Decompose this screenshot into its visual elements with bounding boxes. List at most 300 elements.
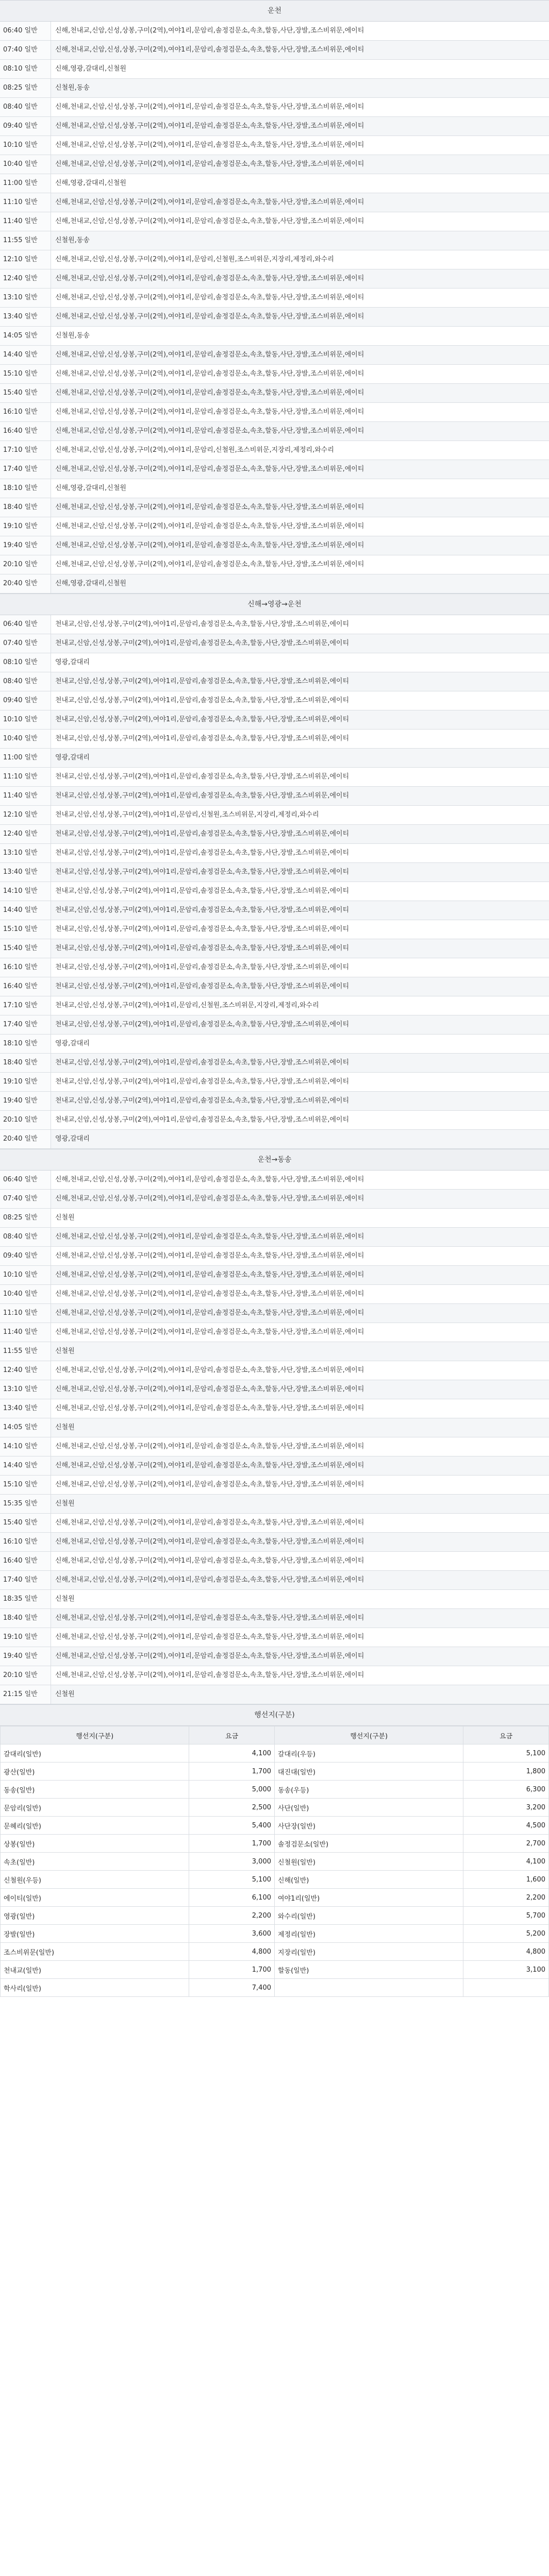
route-stops: 신해,천내교,신암,신성,상봉,구미(2역),여야1리,문암리,솔정검문소,속초,할동,사단,장발,조스비위문,에이티 (55, 1404, 364, 1412)
schedule-row (0, 574, 549, 594)
schedule-row (0, 1628, 549, 1647)
route-stops: 신해,천내교,신암,신성,상봉,구미(2역),여야1리,문암리,솔정검문소,속초,할동,사단,장발,조스비위문,에이티 (51, 1647, 549, 1666)
schedule-row (0, 1111, 549, 1130)
departure-time: 07:40 일반 (0, 41, 51, 59)
fare-destination: 영광(일반) (1, 1907, 189, 1925)
departure-time: 17:40 일반 (0, 1015, 51, 1034)
fare-destination: 사단(일반) (274, 1799, 463, 1817)
schedule-row (0, 1092, 549, 1111)
route-stops: 신해,천내교,신암,신성,상봉,구미(2역),여야1리,문암리,솔정검문소,속초,할동,사단,장발,조스비위문,에이티 (55, 1481, 364, 1488)
fare-amount: 2,200 (463, 1889, 549, 1907)
fare-destination: 학사리(일반) (1, 1979, 189, 1997)
fare-row (1, 1762, 549, 1781)
schedule-row (0, 825, 549, 844)
schedule-row (0, 787, 549, 806)
route-stops: 신철원 (51, 1495, 549, 1513)
departure-time: 13:40 일반 (0, 1399, 51, 1418)
fare-amount: 4,100 (189, 1744, 275, 1762)
fare-destination: 대진대(일반) (274, 1762, 463, 1781)
route-stops: 영광,갈대리 (55, 658, 90, 666)
schedule-row (0, 1323, 549, 1342)
departure-time: 08:10 일반 (0, 653, 51, 672)
route-stops: 신해,천내교,신암,신성,상봉,구미(2역),여야1리,문암리,솔정검문소,속초,할동,사단,장발,조스비위문,에이티 (51, 155, 549, 174)
fare-amount: 1,600 (463, 1871, 549, 1889)
route-stops: 천내교,신암,신성,상봉,구미(2역),여야1리,문암리,솔정검문소,속초,할동,사단,장발,조스비위문,에이티 (51, 1054, 549, 1072)
departure-time: 18:10 일반 (0, 479, 51, 498)
fare-row (1, 1835, 549, 1853)
route-stops: 천내교,신암,신성,상봉,구미(2역),여야1리,문암리,솔정검문소,속초,할동,사단,장발,조스비위문,에이티 (51, 825, 549, 843)
fare-destination: 할동(일반) (274, 1961, 463, 1979)
fare-destination: 천내교(일반) (1, 1961, 189, 1979)
schedule-row (0, 882, 549, 901)
departure-time: 16:10 일반 (0, 958, 51, 977)
fare-destination: 지장리(일반) (274, 1943, 463, 1961)
departure-time: 17:10 일반 (0, 996, 51, 1015)
schedule-row (0, 901, 549, 920)
departure-time: 10:40 일반 (0, 730, 51, 748)
departure-time: 16:40 일반 (0, 1552, 51, 1570)
departure-time: 19:40 일반 (0, 1092, 51, 1110)
schedule-row (0, 441, 549, 460)
departure-time: 08:25 일반 (0, 79, 51, 97)
fare-amount: 6,300 (463, 1781, 549, 1799)
departure-time: 06:40 일반 (0, 22, 51, 40)
departure-time: 10:40 일반 (0, 155, 51, 174)
schedule-row (0, 1228, 549, 1247)
departure-time: 11:55 일반 (0, 1342, 51, 1361)
route-stops: 천내교,신암,신성,상봉,구미(2역),여야1리,문암리,솔정검문소,속초,할동,사단,장발,조스비위문,에이티 (51, 672, 549, 691)
departure-time: 19:40 일반 (0, 1647, 51, 1666)
departure-time: 07:40 일반 (0, 1190, 51, 1208)
departure-time: 19:40 일반 (0, 536, 51, 555)
schedule-row (0, 1533, 549, 1552)
section-title: 운천 (0, 0, 549, 22)
fare-amount: 5,000 (189, 1781, 275, 1799)
departure-time: 11:10 일반 (0, 768, 51, 786)
fare-destination: 조스비위문(일반) (1, 1943, 189, 1961)
schedule-row (0, 1247, 549, 1266)
fare-destination: 신해(일반) (274, 1871, 463, 1889)
departure-time: 20:40 일반 (0, 1130, 51, 1148)
route-stops: 천내교,신암,신성,상봉,구미(2역),여야1리,문암리,솔정검문소,속초,할동,사단,장발,조스비위문,에이티 (51, 1092, 549, 1110)
departure-time: 19:10 일반 (0, 517, 51, 536)
schedule-row (0, 1054, 549, 1073)
departure-time: 15:40 일반 (0, 939, 51, 958)
fare-destination: 와수리(일반) (274, 1907, 463, 1925)
departure-time: 14:40 일반 (0, 1456, 51, 1475)
route-stops: 천내교,신암,신성,상봉,구미(2역),여야1리,문암리,솔정검문소,속초,할동,사단,장발,조스비위문,에이티 (55, 735, 350, 742)
route-stops: 신해,천내교,신암,신성,상봉,구미(2역),여야1리,문암리,솔정검문소,속초,할동,사단,장발,조스비위문,에이티 (55, 1633, 364, 1641)
fare-destination: 문암리(일반) (1, 1799, 189, 1817)
route-stops: 신해,천내교,신암,신성,상봉,구미(2역),여야1리,문암리,솔정검문소,속초,할동,사단,장발,조스비위문,에이티 (55, 141, 364, 149)
route-stops: 천내교,신암,신성,상봉,구미(2역),여야1리,문암리,솔정검문소,속초,할동,사단,장발,조스비위문,에이티 (51, 1015, 549, 1034)
departure-time: 08:40 일반 (0, 98, 51, 116)
schedule-row (0, 977, 549, 996)
departure-time: 12:40 일반 (0, 269, 51, 288)
route-stops: 신해,천내교,신암,신성,상봉,구미(2역),여야1리,문암리,솔정검문소,속초,할동,사단,장발,조스비위문,에이티 (51, 1190, 549, 1208)
departure-time: 20:10 일반 (0, 1666, 51, 1685)
route-stops: 신철원 (51, 1342, 549, 1361)
fare-amount: 4,800 (463, 1943, 549, 1961)
fare-row (1, 1817, 549, 1835)
schedule-row (0, 1399, 549, 1418)
schedule-row (0, 634, 549, 653)
schedule-row (0, 1342, 549, 1361)
departure-time: 13:10 일반 (0, 1380, 51, 1399)
fare-destination: 상봉(일반) (1, 1835, 189, 1853)
departure-time: 20:10 일반 (0, 555, 51, 574)
route-stops: 천내교,신암,신성,상봉,구미(2역),여야1리,문암리,솔정검문소,속초,할동,사단,장발,조스비위문,에이티 (51, 634, 549, 653)
route-stops: 신해,천내교,신암,신성,상봉,구미(2역),여야1리,문암리,솔정검문소,속초,할동,사단,장발,조스비위문,에이티 (51, 1609, 549, 1628)
schedule-row (0, 517, 549, 536)
schedule-row (0, 749, 549, 768)
departure-time: 17:40 일반 (0, 1571, 51, 1589)
fare-row (1, 1781, 549, 1799)
departure-time: 16:10 일반 (0, 1533, 51, 1551)
fare-row (1, 1889, 549, 1907)
route-stops: 신철원,동송 (51, 231, 549, 250)
fare-destination: 문혜리(일반) (1, 1817, 189, 1835)
fare-amount: 3,200 (463, 1799, 549, 1817)
route-stops: 신철원,동송 (51, 79, 549, 97)
route-stops: 영광,갈대리 (51, 1130, 549, 1148)
route-stops: 천내교,신암,신성,상봉,구미(2역),여야1리,문암리,신철원,조스비위문,지장리,제정리,와수리 (55, 1002, 319, 1009)
schedule-row (0, 672, 549, 691)
departure-time: 11:40 일반 (0, 212, 51, 231)
fare-header-cell: 행선지(구분) (274, 1726, 463, 1744)
route-stops: 천내교,신암,신성,상봉,구미(2역),여야1리,문암리,솔정검문소,속초,할동,사단,장발,조스비위문,에이티 (55, 887, 350, 895)
route-stops: 신철원 (51, 1418, 549, 1437)
schedule-row (0, 231, 549, 250)
fare-row (1, 1853, 549, 1871)
departure-time: 11:00 일반 (0, 749, 51, 767)
schedule-row (0, 22, 549, 41)
schedule-row (0, 422, 549, 441)
schedule-row (0, 920, 549, 939)
route-stops: 신해,천내교,신암,신성,상봉,구미(2역),여야1리,문암리,솔정검문소,속초,할동,사단,장발,조스비위문,에이티 (51, 422, 549, 440)
fare-amount: 1,700 (189, 1835, 275, 1853)
departure-time: 18:35 일반 (0, 1590, 51, 1608)
fare-header-row (1, 1726, 549, 1744)
route-stops: 신해,천내교,신암,신성,상봉,구미(2역),여야1리,문암리,솔정검문소,속초,할동,사단,장발,조스비위문,에이티 (51, 1533, 549, 1551)
route-stops: 신해,천내교,신암,신성,상봉,구미(2역),여야1리,문암리,솔정검문소,속초,할동,사단,장발,조스비위문,에이티 (55, 1366, 364, 1374)
route-stops: 천내교,신암,신성,상봉,구미(2역),여야1리,문암리,솔정검문소,속초,할동,사단,장발,조스비위문,에이티 (55, 697, 350, 704)
schedule-row (0, 479, 549, 498)
departure-time: 18:40 일반 (0, 498, 51, 517)
departure-time: 14:05 일반 (0, 1418, 51, 1437)
route-stops: 천내교,신암,신성,상봉,구미(2역),여야1리,문암리,솔정검문소,속초,할동,사단,장발,조스비위문,에이티 (51, 977, 549, 996)
departure-time: 17:40 일반 (0, 460, 51, 479)
fare-amount: 7,400 (189, 1979, 275, 1997)
schedule-row (0, 498, 549, 517)
route-stops: 신해,천내교,신암,신성,상봉,구미(2역),여야1리,문암리,솔정검문소,속초,할동,사단,장발,조스비위문,에이티 (51, 384, 549, 402)
route-stops: 신해,천내교,신암,신성,상봉,구미(2역),여야1리,문암리,솔정검문소,속초,할동,사단,장발,조스비위문,에이티 (55, 561, 364, 568)
fare-row (1, 1943, 549, 1961)
route-stops: 신해,천내교,신암,신성,상봉,구미(2역),여야1리,문암리,솔정검문소,속초,할동,사단,장발,조스비위문,에이티 (51, 460, 549, 479)
departure-time: 12:40 일반 (0, 1361, 51, 1380)
route-stops: 신해,천내교,신암,신성,상봉,구미(2역),여야1리,문암리,솔정검문소,속초,할동,사단,장발,조스비위문,에이티 (51, 346, 549, 364)
route-stops: 신해,영광,갈대리,신철원 (55, 484, 126, 492)
schedule-row (0, 155, 549, 174)
fare-destination: 동송(우등) (274, 1781, 463, 1799)
route-stops: 신해,천내교,신암,신성,상봉,구미(2역),여야1리,문암리,솔정검문소,속초,할동,사단,장발,조스비위문,에이티 (51, 308, 549, 326)
fare-destination: 솔정검문소(일반) (274, 1835, 463, 1853)
schedule-row (0, 212, 549, 231)
fare-amount: 1,700 (189, 1961, 275, 1979)
departure-time: 09:40 일반 (0, 691, 51, 710)
departure-time: 06:40 일반 (0, 1171, 51, 1189)
schedule-row (0, 1552, 549, 1571)
schedule-row (0, 939, 549, 958)
fare-destination: 제정리(일반) (274, 1925, 463, 1943)
fare-row (1, 1871, 549, 1889)
schedule-row (0, 996, 549, 1015)
route-stops: 천내교,신암,신성,상봉,구미(2역),여야1리,문암리,솔정검문소,속초,할동,사단,장발,조스비위문,에이티 (55, 1116, 350, 1124)
departure-time: 07:40 일반 (0, 634, 51, 653)
route-stops: 신철원 (55, 1214, 75, 1222)
schedule-row (0, 653, 549, 672)
route-stops: 신해,천내교,신암,신성,상봉,구미(2역),여야1리,문암리,솔정검문소,속초,할동,사단,장발,조스비위문,에이티 (51, 193, 549, 212)
fare-amount: 2,700 (463, 1835, 549, 1853)
departure-time: 16:40 일반 (0, 422, 51, 440)
schedule-row (0, 1666, 549, 1685)
departure-time: 09:40 일반 (0, 117, 51, 135)
schedule-row (0, 1035, 549, 1054)
fare-amount: 3,600 (189, 1925, 275, 1943)
schedule-row (0, 1190, 549, 1209)
schedule-row (0, 1073, 549, 1092)
schedule-row (0, 806, 549, 825)
departure-time: 08:10 일반 (0, 60, 51, 78)
departure-time: 19:10 일반 (0, 1628, 51, 1647)
departure-time: 10:10 일반 (0, 710, 51, 729)
fare-amount: 2,500 (189, 1799, 275, 1817)
fare-row (1, 1744, 549, 1762)
departure-time: 15:40 일반 (0, 1514, 51, 1532)
departure-time: 15:35 일반 (0, 1495, 51, 1513)
departure-time: 17:10 일반 (0, 441, 51, 460)
departure-time: 18:40 일반 (0, 1054, 51, 1072)
route-stops: 천내교,신암,신성,상봉,구미(2역),여야1리,문암리,솔정검문소,속초,할동,사단,장발,조스비위문,에이티 (55, 620, 350, 628)
route-stops: 신해,천내교,신암,신성,상봉,구미(2역),여야1리,문암리,솔정검문소,속초,할동,사단,장발,조스비위문,에이티 (51, 269, 549, 288)
route-stops: 신해,천내교,신암,신성,상봉,구미(2역),여야1리,문암리,솔정검문소,속초,할동,사단,장발,조스비위문,에이티 (51, 1571, 549, 1589)
schedule-row (0, 1495, 549, 1514)
route-stops: 신해,영광,갈대리,신철원 (55, 179, 126, 187)
route-stops: 영광,갈대리 (55, 1040, 90, 1047)
departure-time: 14:40 일반 (0, 901, 51, 920)
schedule-row (0, 1514, 549, 1533)
departure-time: 11:10 일반 (0, 1304, 51, 1323)
fare-destination: 광산(일반) (1, 1762, 189, 1781)
schedule-row (0, 768, 549, 787)
schedule-row (0, 1571, 549, 1590)
fare-amount: 4,800 (189, 1943, 275, 1961)
route-stops: 천내교,신암,신성,상봉,구미(2역),여야1리,문암리,솔정검문소,속초,할동,사단,장발,조스비위문,에이티 (55, 963, 350, 971)
fare-destination: 속초(일반) (1, 1853, 189, 1871)
departure-time: 14:10 일반 (0, 1437, 51, 1456)
schedule-row (0, 365, 549, 384)
route-stops: 신해,영광,갈대리,신철원 (55, 65, 126, 73)
route-stops: 신해,천내교,신암,신성,상봉,구미(2역),여야1리,문암리,솔정검문소,속초,할동,사단,장발,조스비위문,에이티 (55, 294, 364, 301)
schedule-row (0, 1647, 549, 1666)
schedule-row (0, 1361, 549, 1380)
departure-time: 14:40 일반 (0, 346, 51, 364)
route-stops: 신해,천내교,신암,신성,상봉,구미(2역),여야1리,문암리,솔정검문소,속초,할동,사단,장발,조스비위문,에이티 (55, 1252, 364, 1260)
schedule-row (0, 41, 549, 60)
fare-header-cell: 요금 (189, 1726, 275, 1744)
fare-destination: 여야1리(일반) (274, 1889, 463, 1907)
fare-amount: 3,100 (463, 1961, 549, 1979)
departure-time: 12:40 일반 (0, 825, 51, 843)
departure-time: 15:10 일반 (0, 1476, 51, 1494)
departure-time: 10:40 일반 (0, 1285, 51, 1303)
route-stops: 신해,천내교,신암,신성,상봉,구미(2역),여야1리,문암리,솔정검문소,속초,할동,사단,장발,조스비위문,에이티 (55, 1176, 364, 1183)
schedule-row (0, 384, 549, 403)
schedule-row (0, 174, 549, 193)
schedule-row (0, 1209, 549, 1228)
route-stops: 신해,천내교,신암,신성,상봉,구미(2역),여야1리,문암리,솔정검문소,속초,할동,사단,장발,조스비위문,에이티 (55, 103, 364, 111)
fare-amount: 5,100 (189, 1871, 275, 1889)
fare-destination: 신철원(일반) (274, 1853, 463, 1871)
fare-row (1, 1907, 549, 1925)
schedule-row (0, 308, 549, 327)
route-stops: 신철원 (55, 1595, 75, 1603)
schedule-row (0, 863, 549, 882)
schedule-row (0, 1380, 549, 1399)
route-stops: 천내교,신암,신성,상봉,구미(2역),여야1리,문암리,솔정검문소,속초,할동,사단,장발,조스비위문,에이티 (51, 787, 549, 805)
schedule-row (0, 1285, 549, 1304)
departure-time: 11:40 일반 (0, 787, 51, 805)
route-stops: 영광,갈대리 (51, 749, 549, 767)
schedule-row (0, 327, 549, 346)
route-stops: 신해,천내교,신암,신성,상봉,구미(2역),여야1리,문암리,솔정검문소,속초,할동,사단,장발,조스비위문,에이티 (51, 1456, 549, 1475)
schedule-row (0, 60, 549, 79)
departure-time: 18:10 일반 (0, 1035, 51, 1053)
departure-time: 11:40 일반 (0, 1323, 51, 1342)
schedule-row (0, 136, 549, 155)
fare-section-title: 행선지(구분) (0, 1704, 549, 1726)
route-stops: 천내교,신암,신성,상봉,구미(2역),여야1리,문암리,솔정검문소,속초,할동,사단,장발,조스비위문,에이티 (51, 863, 549, 882)
fare-amount: 5,100 (463, 1744, 549, 1762)
schedule-row (0, 460, 549, 479)
schedule-row (0, 691, 549, 710)
fare-row (1, 1925, 549, 1943)
schedule-row (0, 193, 549, 212)
schedule-row (0, 269, 549, 289)
departure-time: 13:40 일반 (0, 308, 51, 326)
fare-row (1, 1979, 549, 1997)
schedule-row (0, 1418, 549, 1437)
fare-amount: 5,700 (463, 1907, 549, 1925)
fare-destination: 장발(일반) (1, 1925, 189, 1943)
departure-time: 20:40 일반 (0, 574, 51, 593)
departure-time: 09:40 일반 (0, 1247, 51, 1265)
schedule-row (0, 710, 549, 730)
departure-time: 08:25 일반 (0, 1209, 51, 1227)
fare-destination: 에이티(일반) (1, 1889, 189, 1907)
fare-amount: 6,100 (189, 1889, 275, 1907)
schedule-row (0, 1171, 549, 1190)
schedule-row (0, 1476, 549, 1495)
departure-time: 12:10 일반 (0, 250, 51, 269)
departure-time: 08:40 일반 (0, 1228, 51, 1246)
schedule-row (0, 1130, 549, 1149)
schedule-row (0, 555, 549, 574)
fare-destination: 사단장(일반) (274, 1817, 463, 1835)
departure-time: 14:05 일반 (0, 327, 51, 345)
route-stops: 신해,천내교,신암,신성,상봉,구미(2역),여야1리,문암리,솔정검문소,속초,할동,사단,장발,조스비위문,에이티 (51, 1266, 549, 1284)
fare-destination: 갈대리(우등) (274, 1744, 463, 1762)
schedule-row (0, 844, 549, 863)
schedule-row (0, 1015, 549, 1035)
fare-header-cell: 요금 (463, 1726, 549, 1744)
schedule-row (0, 117, 549, 136)
route-stops: 신철원 (51, 1685, 549, 1704)
fare-amount: 4,500 (463, 1817, 549, 1835)
departure-time: 08:40 일반 (0, 672, 51, 691)
departure-time: 06:40 일반 (0, 615, 51, 634)
departure-time: 13:10 일반 (0, 844, 51, 862)
schedule-row (0, 1437, 549, 1456)
route-stops: 천내교,신암,신성,상봉,구미(2역),여야1리,문암리,신철원,조스비위문,지장리,제정리,와수리 (55, 811, 319, 819)
route-stops: 신해,천내교,신암,신성,상봉,구미(2역),여야1리,문암리,솔정검문소,속초,할동,사단,장발,조스비위문,에이티 (51, 536, 549, 555)
schedule-row (0, 98, 549, 117)
route-stops: 신해,천내교,신암,신성,상봉,구미(2역),여야1리,문암리,솔정검문소,속초,할동,사단,장발,조스비위문,에이티 (55, 522, 364, 530)
departure-time: 21:15 일반 (0, 1685, 51, 1704)
schedule-row (0, 1456, 549, 1476)
fare-destination: 동송(일반) (1, 1781, 189, 1799)
departure-time: 13:10 일반 (0, 289, 51, 307)
fare-amount: 1,700 (189, 1762, 275, 1781)
departure-time: 10:10 일반 (0, 136, 51, 155)
fare-amount (463, 1979, 549, 1997)
route-stops: 신해,천내교,신암,신성,상봉,구미(2역),여야1리,문암리,솔정검문소,속초,할동,사단,장발,조스비위문,에이티 (51, 1304, 549, 1323)
route-stops: 천내교,신암,신성,상봉,구미(2역),여야1리,문암리,솔정검문소,속초,할동,사단,장발,조스비위문,에이티 (55, 849, 350, 857)
route-stops: 신해,천내교,신암,신성,상봉,구미(2역),여야1리,문암리,솔정검문소,속초,할동,사단,장발,조스비위문,에이티 (55, 370, 364, 378)
departure-time: 15:10 일반 (0, 365, 51, 383)
route-stops: 천내교,신암,신성,상봉,구미(2역),여야1리,문암리,솔정검문소,속초,할동,사단,장발,조스비위문,에이티 (51, 939, 549, 958)
schedule-row (0, 958, 549, 977)
fare-row (1, 1961, 549, 1979)
schedule-row (0, 1685, 549, 1704)
schedule-row (0, 250, 549, 269)
fare-amount: 5,200 (463, 1925, 549, 1943)
route-stops: 신해,천내교,신암,신성,상봉,구미(2역),여야1리,문암리,솔정검문소,속초,할동,사단,장발,조스비위문,에이티 (55, 1671, 364, 1679)
fare-amount: 5,400 (189, 1817, 275, 1835)
route-stops: 신해,천내교,신암,신성,상봉,구미(2역),여야1리,문암리,솔정검문소,속초,할동,사단,장발,조스비위문,에이티 (51, 41, 549, 59)
route-stops: 신해,천내교,신암,신성,상봉,구미(2역),여야1리,문암리,솔정검문소,속초,할동,사단,장발,조스비위문,에이티 (51, 498, 549, 517)
route-stops: 천내교,신암,신성,상봉,구미(2역),여야1리,문암리,솔정검문소,속초,할동,사단,장발,조스비위문,에이티 (55, 773, 350, 781)
route-stops: 신해,천내교,신암,신성,상봉,구미(2역),여야1리,문암리,솔정검문소,속초,할동,사단,장발,조스비위문,에이티 (55, 217, 364, 225)
fare-amount: 2,200 (189, 1907, 275, 1925)
departure-time: 11:55 일반 (0, 231, 51, 250)
route-stops: 신해,천내교,신암,신성,상봉,구미(2역),여야1리,문암리,솔정검문소,속초,할동,사단,장발,조스비위문,에이티 (55, 1557, 364, 1565)
schedule-row (0, 1266, 549, 1285)
schedule-row (0, 346, 549, 365)
departure-time: 16:40 일반 (0, 977, 51, 996)
section-title: 신해→영광→운천 (0, 594, 549, 615)
section-title: 운천→동송 (0, 1149, 549, 1171)
route-stops: 신철원,동송 (55, 332, 90, 340)
route-stops: 신해,천내교,신암,신성,상봉,구미(2역),여야1리,문암리,솔정검문소,속초,할동,사단,장발,조스비위문,에이티 (55, 1290, 364, 1298)
departure-time: 16:10 일반 (0, 403, 51, 421)
route-stops: 신해,천내교,신암,신성,상봉,구미(2역),여야1리,문암리,솔정검문소,속초,할동,사단,장발,조스비위문,에이티 (55, 27, 364, 35)
fare-amount: 4,100 (463, 1853, 549, 1871)
route-stops: 신해,천내교,신암,신성,상봉,구미(2역),여야1리,문암리,솔정검문소,속초,할동,사단,장발,조스비위문,에이티 (55, 1328, 364, 1336)
schedule-row (0, 289, 549, 308)
departure-time: 11:00 일반 (0, 174, 51, 193)
departure-time: 15:10 일반 (0, 920, 51, 939)
